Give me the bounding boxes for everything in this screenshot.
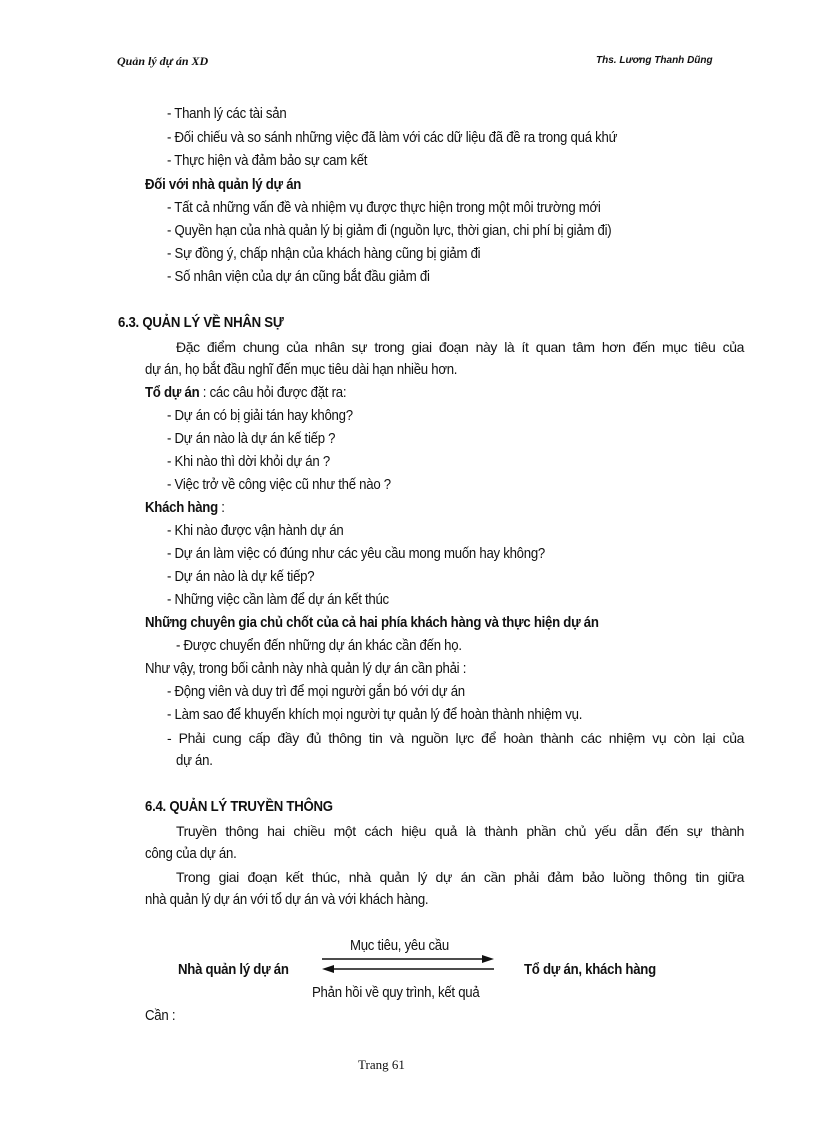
diagram-right-node: Tổ dự án, khách hàng: [524, 961, 656, 978]
list-item: - Những việc cần làm để dự án kết thúc: [167, 591, 389, 608]
list-item: - Dự án có bị giải tán hay không?: [167, 407, 353, 424]
list-item: - Tất cả những vấn đề và nhiệm vụ được thực hiện trong một môi trường mới: [167, 199, 601, 216]
running-header-author: Ths. Lương Thanh Dũng: [596, 55, 713, 66]
list-item: - Thanh lý các tài sản: [167, 105, 287, 122]
client-label: Khách hàng: [145, 499, 218, 516]
list-item: - Phải cung cấp đầy đủ thông tin và nguồn lực để hoàn thành các nhiệm vụ còn lại của: [167, 730, 744, 746]
tail-line: Cần :: [145, 1007, 176, 1024]
experts-heading: Những chuyên gia chủ chốt của cả hai phía khách hàng và thực hiện dự án: [145, 614, 599, 631]
summary-line: Như vậy, trong bối cảnh này nhà quản lý dự án cần phải :: [145, 660, 467, 677]
list-item: - Khi nào thì dời khỏi dự án ?: [167, 453, 330, 470]
pm-heading: Đối với nhà quản lý dự án: [145, 176, 302, 193]
paragraph-line: Đặc điểm chung của nhân sự trong giai đoạn này là ít quan tâm hơn đến mục tiêu của: [176, 339, 744, 355]
diagram-bottom-label: Phản hồi về quy trình, kết quả: [312, 984, 480, 1001]
running-header-title: Quản lý dự án XD: [117, 54, 209, 68]
list-item: - Khi nào được vận hành dự án: [167, 522, 344, 539]
team-question-intro: [145, 384, 346, 402]
paragraph-line: Truyền thông hai chiều một cách hiệu quả là thành phần chủ yếu dẫn đến sự thành: [176, 823, 744, 839]
section-heading: 6.4. QUẢN LÝ TRUYỀN THÔNG: [145, 798, 333, 815]
team-rest: : các câu hỏi được đặt ra:: [199, 384, 347, 401]
client-rest: :: [217, 499, 225, 516]
list-item: - Làm sao để khuyến khích mọi người tự quản lý để hoàn thành nhiệm vụ.: [167, 706, 583, 723]
team-label: Tổ dự án: [145, 384, 200, 401]
section-heading: 6.3. QUẢN LÝ VỀ NHÂN SỰ: [118, 314, 284, 331]
list-item: - Dự án nào là dự kế tiếp?: [167, 568, 315, 585]
list-item: - Sự đồng ý, chấp nhận của khách hàng cũng bị giảm đi: [167, 245, 481, 262]
diagram-left-node: Nhà quản lý dự án: [178, 961, 289, 978]
diagram-top-label: Mục tiêu, yêu cầu: [350, 937, 449, 954]
list-item: - Được chuyển đến những dự án khác cần đến họ.: [176, 637, 462, 654]
list-item: - Số nhân viện của dự án cũng bắt đầu giảm đi: [167, 268, 430, 285]
list-item: - Dự án nào là dự án kế tiếp ?: [167, 430, 336, 447]
list-item: - Dự án làm việc có đúng như các yêu cầu mong muốn hay không?: [167, 545, 546, 562]
list-item: - Việc trở về công việc cũ như thế nào ?: [167, 476, 391, 493]
list-item: - Đối chiếu và so sánh những việc đã làm với các dữ liệu đã đề ra trong quá khứ: [167, 129, 618, 146]
list-item-continuation: dự án.: [176, 752, 213, 769]
page-number: Trang 61: [358, 1057, 405, 1072]
paragraph-line: nhà quản lý dự án với tổ dự án và với khách hàng.: [145, 891, 429, 908]
paragraph-line: dự án, họ bắt đầu nghĩ đến mục tiêu dài hạn nhiều hơn.: [145, 361, 458, 378]
list-item: - Thực hiện và đảm bảo sự cam kết: [167, 152, 368, 169]
paragraph-line: công của dự án.: [145, 845, 237, 862]
paragraph-line: Trong giai đoạn kết thúc, nhà quản lý dự án cần phải đảm bảo luồng thông tin giữa: [176, 869, 744, 885]
client-intro: [145, 499, 225, 517]
list-item: - Động viên và duy trì để mọi người gắn bó với dự án: [167, 683, 465, 700]
bidirectional-arrows-icon: [322, 955, 494, 973]
list-item: - Quyền hạn của nhà quản lý bị giảm đi (nguồn lực, thời gian, chi phí bị giảm đi): [167, 222, 612, 239]
